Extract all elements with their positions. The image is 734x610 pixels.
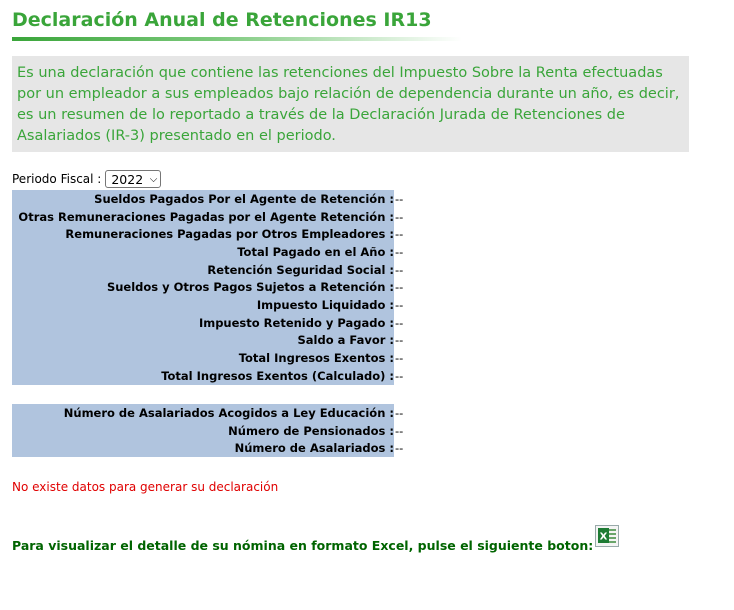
excel-prompt <box>12 531 619 553</box>
page-title: Declaración Anual de Retenciones IR13 <box>12 9 432 31</box>
table-row <box>12 314 403 332</box>
row-value: -- <box>395 262 404 277</box>
error-message: No existe datos para generar su declaración <box>12 480 279 494</box>
row-label: Impuesto Retenido y Pagado : <box>12 314 394 332</box>
row-label: Saldo a Favor : <box>12 332 394 350</box>
row-value: -- <box>395 244 404 259</box>
row-value: -- <box>395 333 404 348</box>
row-label: Sueldos Pagados Por el Agente de Retención : <box>12 190 394 208</box>
row-value: -- <box>395 351 404 366</box>
table-row <box>12 422 403 440</box>
row-value: -- <box>395 297 404 312</box>
row-label: Número de Asalariados : <box>12 439 394 457</box>
summary-table <box>12 190 403 385</box>
table-row <box>12 296 403 314</box>
row-label: Número de Pensionados : <box>12 422 394 440</box>
title-underline <box>12 37 462 41</box>
svg-text:X: X <box>599 531 608 543</box>
periodo-fiscal-label: Periodo Fiscal : <box>12 172 102 186</box>
chevron-down-icon: ⌵ <box>149 173 158 185</box>
table-row <box>12 367 403 385</box>
row-value: -- <box>395 368 404 383</box>
row-label: Impuesto Liquidado : <box>12 296 394 314</box>
table-row <box>12 190 403 208</box>
row-value: -- <box>395 280 404 295</box>
table-row <box>12 261 403 279</box>
periodo-fiscal-selected: 2022 <box>111 171 144 187</box>
description-text: Es una declaración que contiene las retenciones del Impuesto Sobre la Renta efectuadas por un empleador a sus empleados bajo relación de dependencia durante un año, es decir, es un resumen de lo reportado a través de la Declaración Jurada de Retenciones de Asalariados (IR-3) presentado en el periodo. <box>17 65 680 144</box>
table-row <box>12 332 403 350</box>
table-row <box>12 243 403 261</box>
periodo-fiscal-select[interactable] <box>105 170 161 188</box>
row-label: Número de Asalariados Acogidos a Ley Educación : <box>12 404 394 422</box>
row-value: -- <box>395 315 404 330</box>
row-value: -- <box>395 405 404 420</box>
row-label: Remuneraciones Pagadas por Otros Empleadores : <box>12 225 394 243</box>
table-row <box>12 278 403 296</box>
row-label: Total Pagado en el Año : <box>12 243 394 261</box>
row-value: -- <box>395 423 404 438</box>
table-row <box>12 439 403 457</box>
description-box <box>12 56 689 152</box>
periodo-fiscal <box>12 170 161 188</box>
row-value: -- <box>395 209 404 224</box>
row-value: -- <box>395 191 404 206</box>
row-value: -- <box>395 441 404 456</box>
row-label: Otras Remuneraciones Pagadas por el Agente Retención : <box>12 208 394 226</box>
excel-prompt-text: Para visualizar el detalle de su nómina en formato Excel, pulse el siguiente boton: <box>12 538 594 553</box>
excel-icon[interactable] <box>595 525 619 547</box>
table-row <box>12 208 403 226</box>
row-value: -- <box>395 227 404 242</box>
table-row <box>12 349 403 367</box>
row-label: Sueldos y Otros Pagos Sujetos a Retención : <box>12 278 394 296</box>
row-label: Total Ingresos Exentos : <box>12 349 394 367</box>
table-row <box>12 225 403 243</box>
count-table <box>12 404 403 457</box>
row-label: Retención Seguridad Social : <box>12 261 394 279</box>
table-row <box>12 404 403 422</box>
row-label: Total Ingresos Exentos (Calculado) : <box>12 367 394 385</box>
